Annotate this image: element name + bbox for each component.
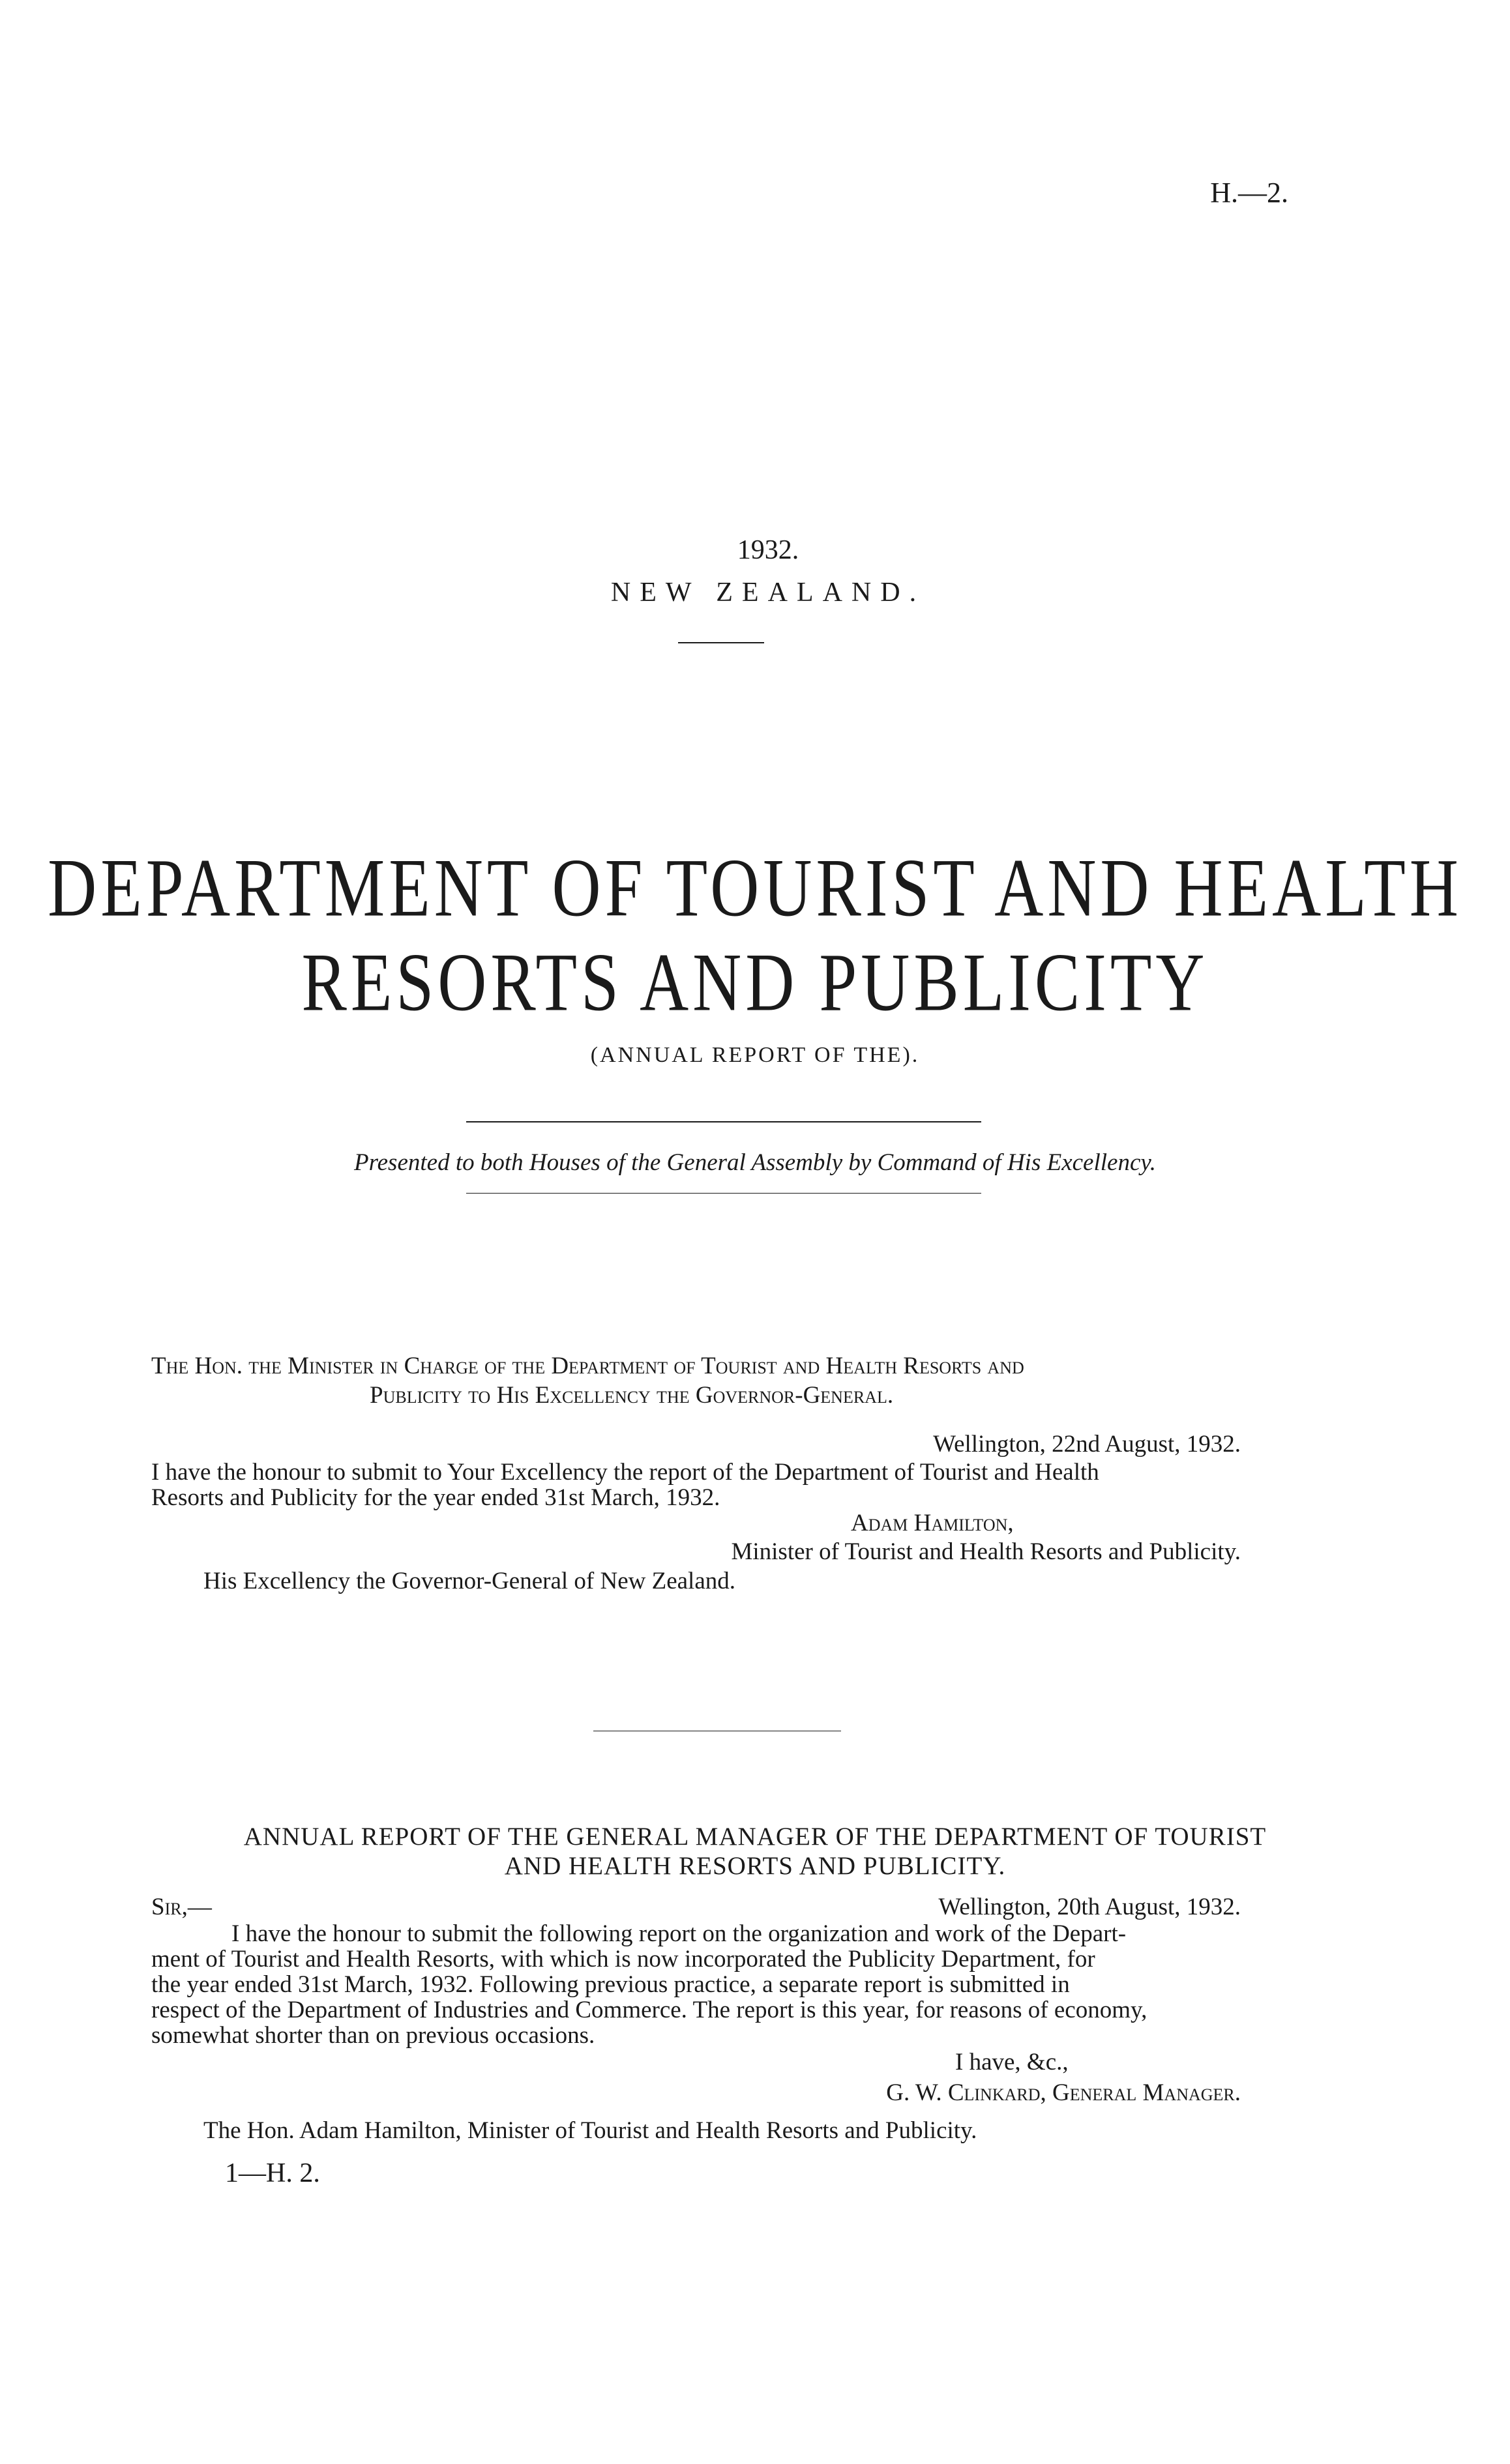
report-heading-line-2: AND HEALTH RESORTS AND PUBLICITY. bbox=[504, 1852, 1006, 1880]
country-name: NEW ZEALAND. bbox=[610, 578, 926, 608]
report-place-date: Wellington, 20th August, 1932. bbox=[938, 1894, 1241, 1920]
report-signatory: G. W. Clinkard, General Manager. bbox=[886, 2079, 1241, 2106]
publication-year: 1932. bbox=[737, 535, 799, 565]
minister-signatory-title: Minister of Tourist and Health Resorts and Publicity. bbox=[731, 1538, 1241, 1565]
title-line-1: DEPARTMENT OF TOURIST AND HEALTH bbox=[48, 842, 1462, 934]
minister-addressee: His Excellency the Governor-General of New Zealand. bbox=[203, 1568, 735, 1594]
page-reference: H.—2. bbox=[1210, 177, 1288, 209]
minister-address-line-1: The Hon. the Minister in Charge of the Department of Tourist and Health Resorts and bbox=[151, 1353, 1024, 1379]
report-body-line: ment of Tourist and Health Resorts, with which is now incorporated the Publicity Department, for bbox=[151, 1946, 1095, 1973]
title-subtitle: (ANNUAL REPORT OF THE). bbox=[590, 1043, 920, 1067]
report-addressee: The Hon. Adam Hamilton, Minister of Tourist and Health Resorts and Publicity. bbox=[203, 2117, 977, 2144]
report-body-line: respect of the Department of Industries and Commerce. The report is this year, for reasons of economy, bbox=[151, 1997, 1147, 2023]
report-body-line: the year ended 31st March, 1932. Following previous practice, a separate report is submitted in bbox=[151, 1971, 1070, 1998]
presented-rule-bottom bbox=[466, 1193, 981, 1194]
report-body-line: I have the honour to submit the following report on the organization and work of the Depart- bbox=[231, 1920, 1127, 1947]
report-heading-line-1: ANNUAL REPORT OF THE GENERAL MANAGER OF THE DEPARTMENT OF TOURIST bbox=[243, 1823, 1267, 1851]
minister-signatory: Adam Hamilton, bbox=[851, 1510, 1014, 1536]
minister-body-line-1: I have the honour to submit to Your Excellency the report of the Department of Tourist and Health bbox=[151, 1459, 1099, 1486]
report-salutation: Sir,— bbox=[151, 1894, 212, 1920]
minister-body-line-2: Resorts and Publicity for the year ended 31st March, 1932. bbox=[151, 1484, 720, 1511]
masthead-rule bbox=[678, 642, 764, 643]
report-body-line: somewhat shorter than on previous occasions. bbox=[151, 2022, 595, 2049]
minister-place-date: Wellington, 22nd August, 1932. bbox=[933, 1431, 1241, 1458]
title-line-2: RESORTS AND PUBLICITY bbox=[301, 937, 1209, 1029]
presented-rule-top bbox=[466, 1121, 981, 1122]
minister-address-line-2: Publicity to His Excellency the Governor-General. bbox=[370, 1382, 894, 1409]
report-closing: I have, &c., bbox=[955, 2049, 1069, 2075]
presented-line: Presented to both Houses of the General Assembly by Command of His Excellency. bbox=[354, 1149, 1156, 1176]
signature-mark: 1—H. 2. bbox=[225, 2158, 320, 2188]
